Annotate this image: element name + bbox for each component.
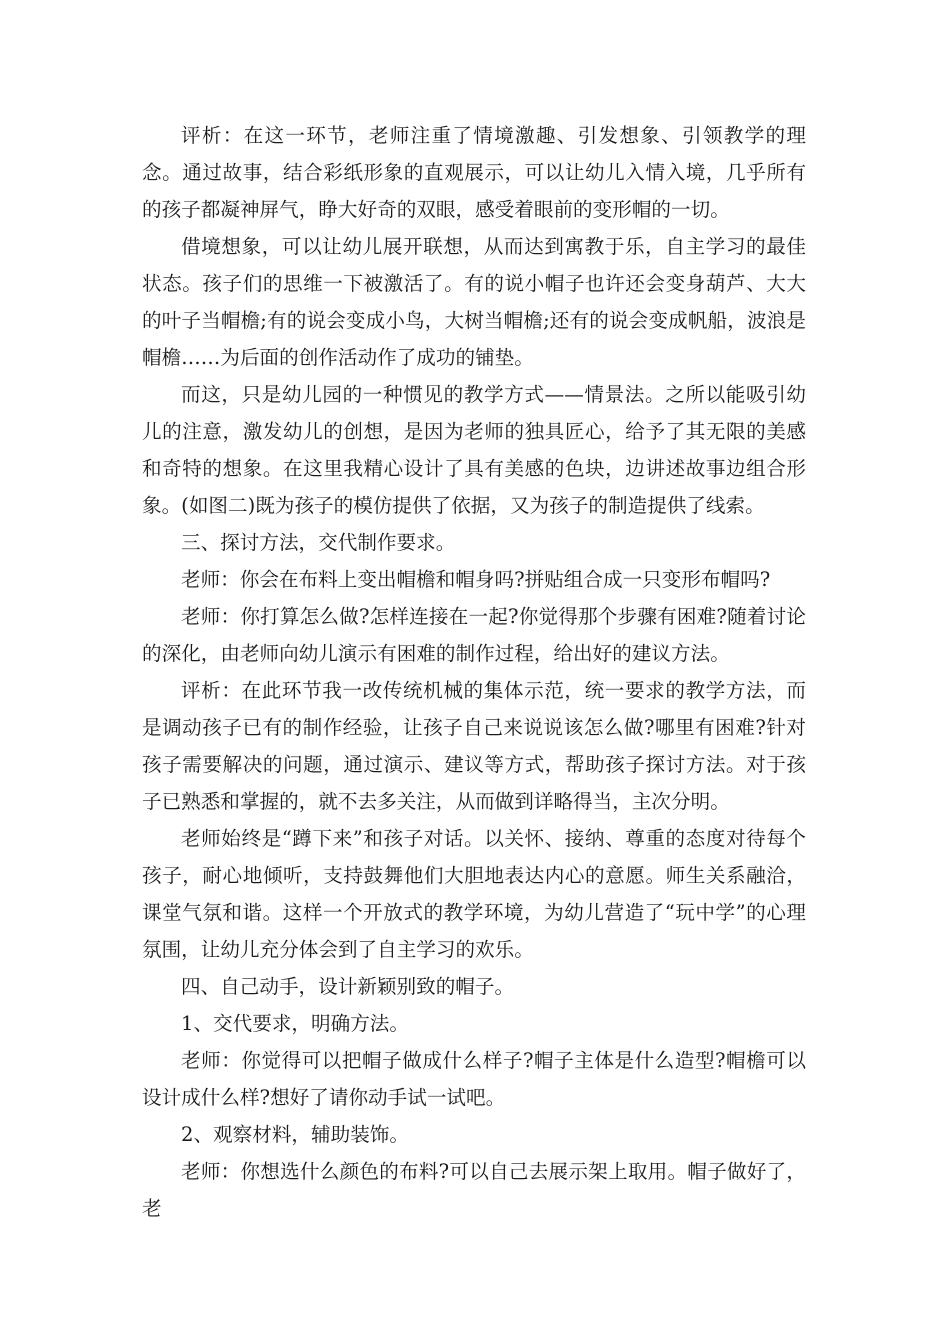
- paragraph-teacher-question-4: 老师：你想选什么颜色的布料?可以自己去展示架上取用。帽子做好了，老: [142, 1160, 806, 1220]
- subheading-2: 2、观察材料，辅助装饰。: [181, 1123, 409, 1146]
- paragraph-analysis-1: 评析：在这一环节，老师注重了情境激趣、引发想象、引领教学的理念。通过故事，结合彩纸形象的直观展示，可以让幼儿入情入境，几乎所有的孩子都凝神屏气，睁大好奇的双眼，感受着眼前的变形帽的一切。: [142, 124, 806, 221]
- section-heading-3: 三、探讨方法，交代制作要求。: [181, 531, 456, 554]
- subheading-1: 1、交代要求，明确方法。: [181, 1012, 409, 1035]
- paragraph-situational-method: 而这，只是幼儿园的一种惯见的教学方式——情景法。之所以能吸引幼儿的注意，激发幼儿的创想，是因为老师的独具匠心，给予了其无限的美感和奇特的想象。在这里我精心设计了具有美感的色块，边讲述故事边组合形象。(如图二)既为孩子的模仿提供了依据，又为孩子的制造提供了线索。: [142, 383, 806, 517]
- paragraph-teacher-question-1: 老师：你会在布料上变出帽檐和帽身吗?拼贴组合成一只变形布帽吗?: [181, 568, 771, 591]
- paragraph-analysis-2: 评析：在此环节我一改传统机械的集体示范，统一要求的教学方法，而是调动孩子已有的制作经验，让孩子自己来说说该怎么做?哪里有困难?针对孩子需要解决的问题，通过演示、建议等方式，帮助孩子探讨方法。对于孩子已熟悉和掌握的，就不去多关注，从而做到详略得当，主次分明。: [142, 679, 806, 813]
- document-body: [142, 117, 806, 1227]
- section-heading-4: 四、自己动手，设计新颖别致的帽子。: [181, 975, 515, 998]
- paragraph-teacher-question-3: 老师：你觉得可以把帽子做成什么样子?帽子主体是什么造型?帽檐可以设计成什么样?想好了请你动手试一试吧。: [142, 1049, 806, 1109]
- paragraph-imagination: 借境想象，可以让幼儿展开联想，从而达到寓教于乐，自主学习的最佳状态。孩子们的思维一下被激活了。有的说小帽子也许还会变身葫芦、大大的叶子当帽檐;有的说会变成小鸟，大树当帽檐;还有的说会变成帆船，波浪是帽檐……为后面的创作活动作了成功的铺垫。: [142, 235, 806, 369]
- paragraph-teacher-question-2: 老师：你打算怎么做?怎样连接在一起?你觉得那个步骤有困难?随着讨论的深化，由老师向幼儿演示有困难的制作过程，给出好的建议方法。: [142, 605, 806, 665]
- paragraph-teacher-attitude: 老师始终是“蹲下来”和孩子对话。以关怀、接纳、尊重的态度对待每个孩子，耐心地倾听，支持鼓舞他们大胆地表达内心的意愿。师生关系融洽，课堂气氛和谐。这样一个开放式的教学环境，为幼儿营造了“玩中学”的心理氛围，让幼儿充分体会到了自主学习的欢乐。: [142, 827, 806, 961]
